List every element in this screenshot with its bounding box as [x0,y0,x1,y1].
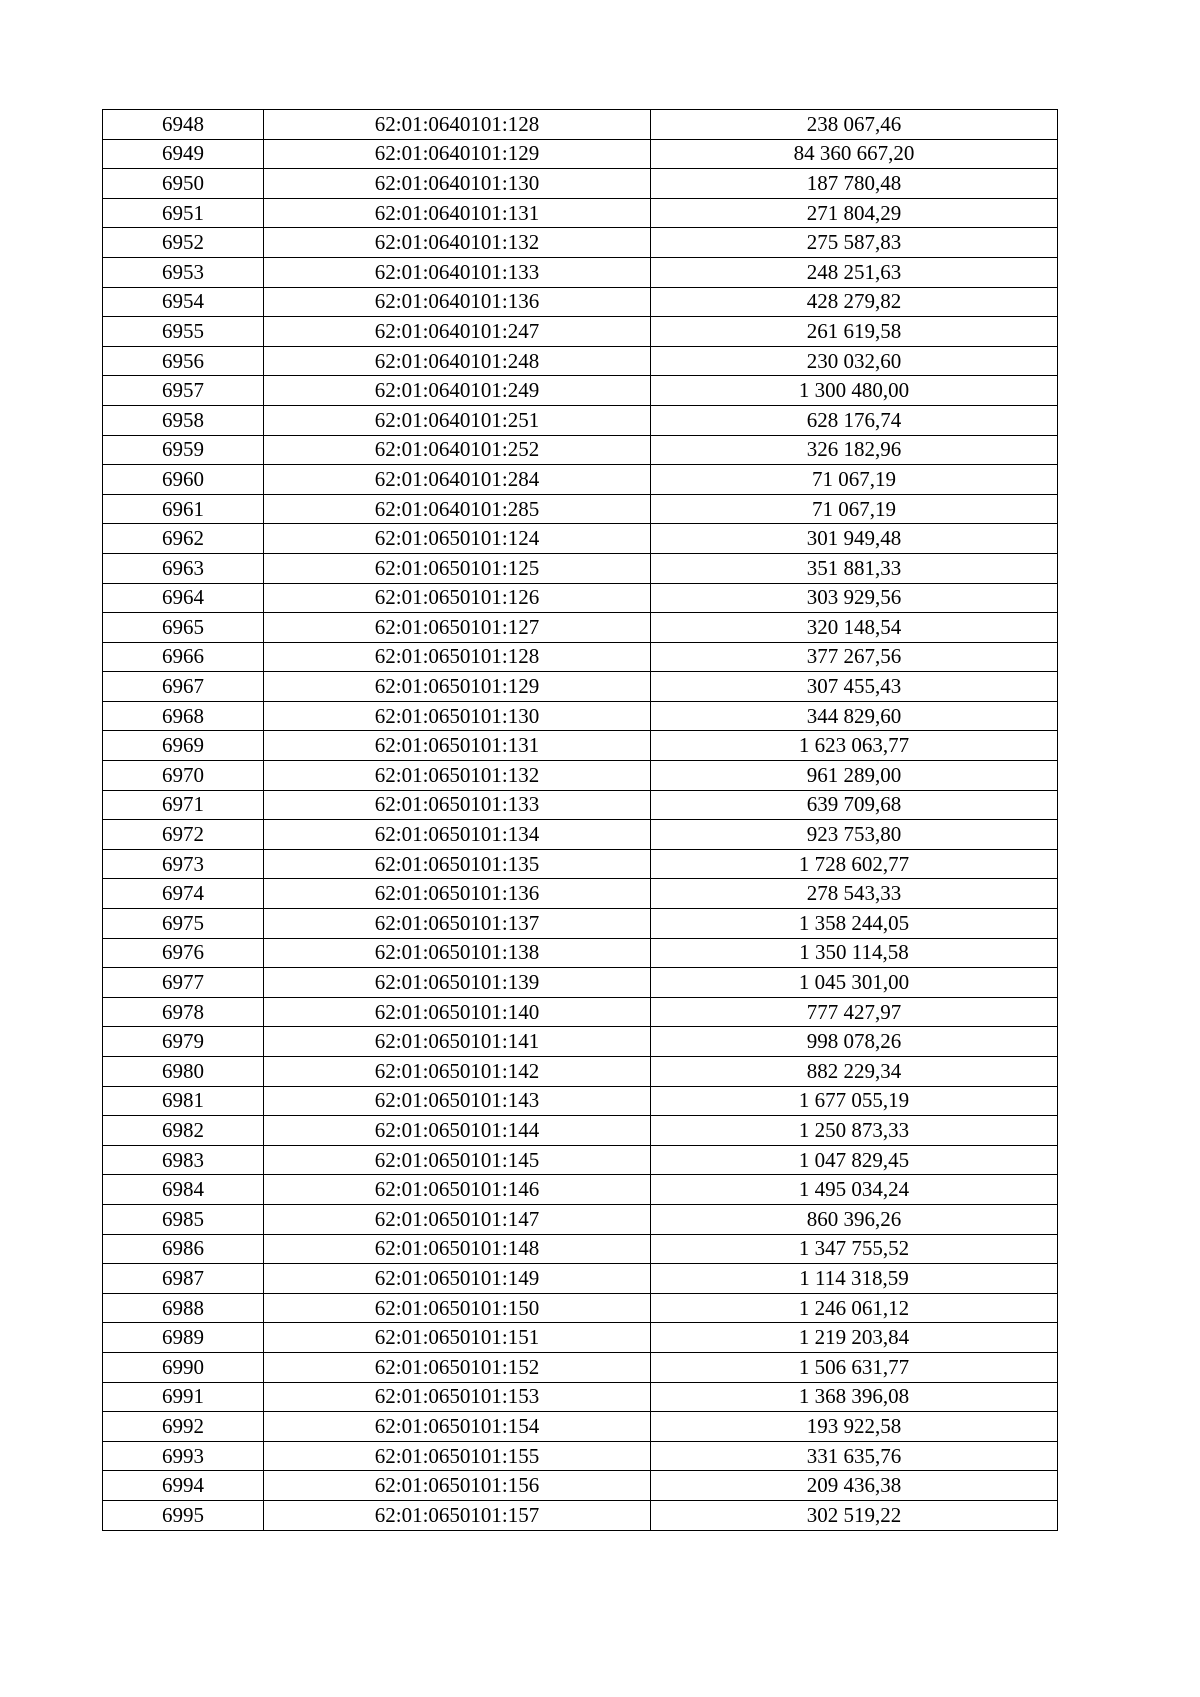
table-row [103,1382,1058,1412]
table-row [103,1412,1058,1442]
cadastral-value-cell: 248 251,63 [651,257,1058,287]
cadastral-number-cell: 62:01:0650101:153 [264,1382,651,1412]
row-number-cell: 6980 [103,1057,264,1087]
cadastral-value-cell: 331 635,76 [651,1441,1058,1471]
cadastral-number-cell: 62:01:0650101:141 [264,1027,651,1057]
row-number-cell: 6973 [103,849,264,879]
row-number-cell: 6958 [103,405,264,435]
table-row [103,494,1058,524]
cadastral-value-cell: 193 922,58 [651,1412,1058,1442]
cadastral-number-cell: 62:01:0650101:140 [264,997,651,1027]
cadastral-value-cell: 209 436,38 [651,1471,1058,1501]
table-row [103,761,1058,791]
row-number-cell: 6948 [103,110,264,140]
cadastral-value-cell: 1 045 301,00 [651,968,1058,998]
row-number-cell: 6956 [103,346,264,376]
table-row [103,583,1058,613]
cadastral-value-cell: 860 396,26 [651,1204,1058,1234]
cadastral-number-cell: 62:01:0650101:130 [264,701,651,731]
table-row [103,1293,1058,1323]
row-number-cell: 6967 [103,672,264,702]
table-row [103,1086,1058,1116]
cadastral-number-cell: 62:01:0650101:128 [264,642,651,672]
table-row [103,1175,1058,1205]
table-row [103,1234,1058,1264]
table-row [103,553,1058,583]
cadastral-number-cell: 62:01:0640101:130 [264,169,651,199]
cadastral-value-table [102,109,1058,1531]
table-row [103,1352,1058,1382]
table-row [103,465,1058,495]
cadastral-number-cell: 62:01:0650101:149 [264,1264,651,1294]
table-row [103,968,1058,998]
cadastral-number-cell: 62:01:0640101:285 [264,494,651,524]
cadastral-number-cell: 62:01:0650101:150 [264,1293,651,1323]
row-number-cell: 6990 [103,1352,264,1382]
table-row [103,198,1058,228]
table-row [103,879,1058,909]
cadastral-value-cell: 271 804,29 [651,198,1058,228]
cadastral-value-cell: 71 067,19 [651,465,1058,495]
table-row [103,169,1058,199]
row-number-cell: 6974 [103,879,264,909]
cadastral-value-cell: 639 709,68 [651,790,1058,820]
cadastral-number-cell: 62:01:0640101:133 [264,257,651,287]
row-number-cell: 6978 [103,997,264,1027]
cadastral-value-cell: 307 455,43 [651,672,1058,702]
table-row [103,1145,1058,1175]
row-number-cell: 6985 [103,1204,264,1234]
row-number-cell: 6949 [103,139,264,169]
cadastral-value-cell: 301 949,48 [651,524,1058,554]
row-number-cell: 6951 [103,198,264,228]
table-row [103,435,1058,465]
cadastral-value-cell: 238 067,46 [651,110,1058,140]
table-row [103,820,1058,850]
cadastral-number-cell: 62:01:0650101:148 [264,1234,651,1264]
row-number-cell: 6966 [103,642,264,672]
cadastral-number-cell: 62:01:0650101:124 [264,524,651,554]
cadastral-value-cell: 344 829,60 [651,701,1058,731]
table-row [103,346,1058,376]
table-row [103,731,1058,761]
table-row [103,790,1058,820]
cadastral-value-cell: 1 246 061,12 [651,1293,1058,1323]
cadastral-number-cell: 62:01:0650101:151 [264,1323,651,1353]
row-number-cell: 6994 [103,1471,264,1501]
cadastral-value-cell: 1 114 318,59 [651,1264,1058,1294]
cadastral-value-cell: 777 427,97 [651,997,1058,1027]
cadastral-number-cell: 62:01:0650101:136 [264,879,651,909]
table-row [103,701,1058,731]
cadastral-value-cell: 1 677 055,19 [651,1086,1058,1116]
cadastral-number-cell: 62:01:0650101:133 [264,790,651,820]
table-body [103,110,1058,1531]
table-row [103,849,1058,879]
cadastral-number-cell: 62:01:0650101:156 [264,1471,651,1501]
cadastral-value-cell: 961 289,00 [651,761,1058,791]
row-number-cell: 6955 [103,317,264,347]
cadastral-value-cell: 1 347 755,52 [651,1234,1058,1264]
cadastral-number-cell: 62:01:0650101:126 [264,583,651,613]
cadastral-number-cell: 62:01:0640101:129 [264,139,651,169]
table-row [103,1116,1058,1146]
cadastral-number-cell: 62:01:0650101:147 [264,1204,651,1234]
row-number-cell: 6984 [103,1175,264,1205]
row-number-cell: 6965 [103,613,264,643]
table-row [103,938,1058,968]
cadastral-number-cell: 62:01:0650101:142 [264,1057,651,1087]
table-row [103,1471,1058,1501]
row-number-cell: 6971 [103,790,264,820]
cadastral-number-cell: 62:01:0650101:155 [264,1441,651,1471]
cadastral-value-cell: 1 368 396,08 [651,1382,1058,1412]
cadastral-value-cell: 326 182,96 [651,435,1058,465]
cadastral-number-cell: 62:01:0650101:138 [264,938,651,968]
table-row [103,110,1058,140]
row-number-cell: 6983 [103,1145,264,1175]
cadastral-number-cell: 62:01:0650101:125 [264,553,651,583]
cadastral-number-cell: 62:01:0650101:131 [264,731,651,761]
cadastral-number-cell: 62:01:0640101:132 [264,228,651,258]
cadastral-number-cell: 62:01:0650101:134 [264,820,651,850]
table-row [103,1204,1058,1234]
cadastral-value-cell: 1 219 203,84 [651,1323,1058,1353]
row-number-cell: 6957 [103,376,264,406]
cadastral-value-cell: 71 067,19 [651,494,1058,524]
cadastral-number-cell: 62:01:0640101:252 [264,435,651,465]
cadastral-number-cell: 62:01:0650101:152 [264,1352,651,1382]
cadastral-number-cell: 62:01:0650101:143 [264,1086,651,1116]
row-number-cell: 6964 [103,583,264,613]
row-number-cell: 6959 [103,435,264,465]
cadastral-value-cell: 302 519,22 [651,1500,1058,1530]
cadastral-number-cell: 62:01:0650101:154 [264,1412,651,1442]
cadastral-value-cell: 998 078,26 [651,1027,1058,1057]
row-number-cell: 6991 [103,1382,264,1412]
cadastral-value-cell: 230 032,60 [651,346,1058,376]
cadastral-number-cell: 62:01:0650101:137 [264,909,651,939]
cadastral-value-cell: 351 881,33 [651,553,1058,583]
table-row [103,376,1058,406]
table-row [103,613,1058,643]
row-number-cell: 6968 [103,701,264,731]
cadastral-value-cell: 923 753,80 [651,820,1058,850]
table-row [103,642,1058,672]
row-number-cell: 6982 [103,1116,264,1146]
cadastral-number-cell: 62:01:0650101:157 [264,1500,651,1530]
row-number-cell: 6988 [103,1293,264,1323]
row-number-cell: 6977 [103,968,264,998]
cadastral-value-cell: 377 267,56 [651,642,1058,672]
row-number-cell: 6970 [103,761,264,791]
table-row [103,1441,1058,1471]
table-row [103,997,1058,1027]
row-number-cell: 6976 [103,938,264,968]
cadastral-number-cell: 62:01:0640101:249 [264,376,651,406]
table-row [103,524,1058,554]
row-number-cell: 6986 [103,1234,264,1264]
table-row [103,257,1058,287]
cadastral-number-cell: 62:01:0640101:136 [264,287,651,317]
cadastral-number-cell: 62:01:0650101:139 [264,968,651,998]
table-row [103,1500,1058,1530]
table-row [103,1323,1058,1353]
table-row [103,1264,1058,1294]
row-number-cell: 6972 [103,820,264,850]
table-row [103,1057,1058,1087]
cadastral-value-cell: 187 780,48 [651,169,1058,199]
row-number-cell: 6961 [103,494,264,524]
row-number-cell: 6969 [103,731,264,761]
table-row [103,1027,1058,1057]
cadastral-value-cell: 1 623 063,77 [651,731,1058,761]
row-number-cell: 6963 [103,553,264,583]
row-number-cell: 6975 [103,909,264,939]
cadastral-number-cell: 62:01:0650101:145 [264,1145,651,1175]
cadastral-value-cell: 428 279,82 [651,287,1058,317]
row-number-cell: 6962 [103,524,264,554]
table-row [103,139,1058,169]
row-number-cell: 6960 [103,465,264,495]
row-number-cell: 6954 [103,287,264,317]
cadastral-value-cell: 628 176,74 [651,405,1058,435]
cadastral-number-cell: 62:01:0640101:251 [264,405,651,435]
cadastral-number-cell: 62:01:0640101:247 [264,317,651,347]
cadastral-number-cell: 62:01:0640101:284 [264,465,651,495]
row-number-cell: 6992 [103,1412,264,1442]
cadastral-value-cell: 1 350 114,58 [651,938,1058,968]
cadastral-number-cell: 62:01:0640101:128 [264,110,651,140]
table-row [103,228,1058,258]
cadastral-number-cell: 62:01:0650101:127 [264,613,651,643]
row-number-cell: 6953 [103,257,264,287]
table-row [103,405,1058,435]
cadastral-value-cell: 275 587,83 [651,228,1058,258]
row-number-cell: 6950 [103,169,264,199]
cadastral-value-cell: 1 358 244,05 [651,909,1058,939]
cadastral-value-cell: 1 300 480,00 [651,376,1058,406]
cadastral-value-cell: 303 929,56 [651,583,1058,613]
cadastral-value-cell: 1 047 829,45 [651,1145,1058,1175]
cadastral-value-cell: 261 619,58 [651,317,1058,347]
cadastral-value-cell: 278 543,33 [651,879,1058,909]
cadastral-value-cell: 320 148,54 [651,613,1058,643]
cadastral-value-cell: 882 229,34 [651,1057,1058,1087]
cadastral-number-cell: 62:01:0650101:129 [264,672,651,702]
row-number-cell: 6987 [103,1264,264,1294]
table-row [103,287,1058,317]
cadastral-value-cell: 1 728 602,77 [651,849,1058,879]
cadastral-number-cell: 62:01:0650101:132 [264,761,651,791]
row-number-cell: 6981 [103,1086,264,1116]
cadastral-value-cell: 84 360 667,20 [651,139,1058,169]
cadastral-value-cell: 1 495 034,24 [651,1175,1058,1205]
table-row [103,317,1058,347]
row-number-cell: 6989 [103,1323,264,1353]
cadastral-number-cell: 62:01:0650101:146 [264,1175,651,1205]
row-number-cell: 6979 [103,1027,264,1057]
cadastral-number-cell: 62:01:0650101:144 [264,1116,651,1146]
cadastral-number-cell: 62:01:0640101:131 [264,198,651,228]
row-number-cell: 6993 [103,1441,264,1471]
table-row [103,909,1058,939]
row-number-cell: 6952 [103,228,264,258]
cadastral-value-cell: 1 506 631,77 [651,1352,1058,1382]
cadastral-number-cell: 62:01:0650101:135 [264,849,651,879]
cadastral-number-cell: 62:01:0640101:248 [264,346,651,376]
table-row [103,672,1058,702]
row-number-cell: 6995 [103,1500,264,1530]
cadastral-value-cell: 1 250 873,33 [651,1116,1058,1146]
